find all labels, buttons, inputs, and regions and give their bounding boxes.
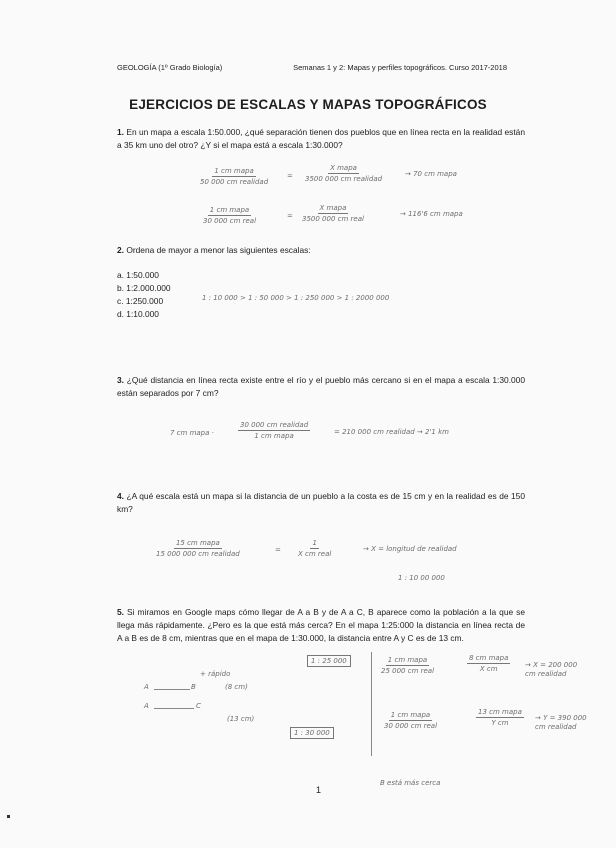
question-4 <box>117 490 525 516</box>
question-5-text: Si miramos en Google maps cómo llegar de A a B y de A a C, B aparece como la población a la que se llega más rápidamente. ¿Pero es la que está más cerca? En el mapa 1:25:000 la distancia en línea recta de A a B es de 8 cm, mientras que en el mapa de 1:30.000, la distancia entre A y C es de 13 cm. <box>117 607 526 643</box>
q2-option-c: c. 1:250.000 <box>117 296 164 306</box>
q3-left-term: 7 cm mapa · <box>170 429 214 437</box>
header-week: Semanas 1 y 2: Mapas y perfiles topográficos. Curso 2017-2018 <box>293 63 507 72</box>
q5-result-1: → X = 200 000 cm realidad <box>525 661 578 678</box>
q5-result-2: → Y = 390 000 cm realidad <box>535 714 587 731</box>
page-header <box>117 63 507 72</box>
q4-fraction-1: 15 cm mapa 15 000 000 cm realidad <box>156 539 240 558</box>
q5-fraction-1b: 8 cm mapa X cm <box>469 654 509 673</box>
question-5 <box>117 606 525 645</box>
q2-option-b: b. 1:2.000.000 <box>117 283 171 293</box>
q1-fraction-4: X mapa 3500 000 cm real <box>302 204 364 223</box>
q1-fraction-1: 1 cm mapa 50 000 cm realidad <box>200 167 269 186</box>
question-4-number: 4. <box>117 491 124 501</box>
question-4-text: ¿A qué escala está un mapa si la distancia de un pueblo a la costa es de 15 cm y en la realidad es de 150 km? <box>117 491 525 514</box>
q2-option-d: d. 1:10.000 <box>117 309 159 319</box>
scan-mark <box>7 815 10 818</box>
q5-distance-13: (13 cm) <box>227 715 255 723</box>
question-2-number: 2. <box>117 245 124 255</box>
q4-equals: = <box>275 546 281 554</box>
question-3-text: ¿Qué distancia en línea recta existe entre el río y el pueblo más cercano si en el mapa a escala 1:30.000 están separados por 7 cm? <box>117 375 525 398</box>
header-course: GEOLOGÍA (1º Grado Biología) <box>117 63 223 72</box>
q5-bracket <box>371 652 372 756</box>
q3-result: = 210 000 cm realidad → 2'1 km <box>334 428 449 436</box>
q5-faster-note: + rápido <box>200 670 231 678</box>
q5-fraction-1: 1 cm mapa 25 000 cm real <box>381 656 435 675</box>
q4-result: → X = longitud de realidad <box>363 545 457 553</box>
q4-scale: 1 : 10 00 000 <box>398 574 445 582</box>
question-2 <box>117 244 525 257</box>
q5-point-b: B <box>191 683 196 691</box>
q4-fraction-2: 1 X cm real <box>298 539 332 558</box>
q5-distance-8: (8 cm) <box>225 683 248 691</box>
q5-scale-box-1: 1 : 25 000 <box>307 655 351 667</box>
question-3 <box>117 374 525 400</box>
question-1-number: 1. <box>117 127 124 137</box>
q5-fraction-2: 1 cm mapa 30 000 cm real <box>384 711 438 730</box>
question-5-number: 5. <box>117 607 124 617</box>
q5-conclusion: B está más cerca <box>380 779 441 787</box>
q1-equals-2: = <box>287 212 293 220</box>
q1-result-1: → 70 cm mapa <box>405 170 457 178</box>
q5-point-c: C <box>196 702 201 710</box>
page-title: EJERCICIOS DE ESCALAS Y MAPAS TOPOGRÁFICOS <box>129 97 487 112</box>
question-2-text: Ordena de mayor a menor las siguientes escalas: <box>126 245 311 255</box>
page-number: 1 <box>316 785 322 795</box>
question-1 <box>117 126 525 152</box>
q1-fraction-3: 1 cm mapa 30 000 cm real <box>203 206 257 225</box>
q5-line-ac <box>154 708 194 709</box>
q5-point-a1: A <box>144 683 149 691</box>
q1-fraction-2: X mapa 3500 000 cm realidad <box>305 164 383 183</box>
q2-answer: 1 : 10 000 > 1 : 50 000 > 1 : 250 000 > 1 : 2000 000 <box>202 294 390 302</box>
q3-fraction: 30 000 cm realidad 1 cm mapa <box>240 421 309 440</box>
question-3-number: 3. <box>117 375 124 385</box>
q5-scale-box-2: 1 : 30 000 <box>290 727 334 739</box>
q1-equals-1: = <box>287 172 293 180</box>
q1-result-2: → 116'6 cm mapa <box>400 210 463 218</box>
question-1-text: En un mapa a escala 1:50.000, ¿qué separación tienen dos pueblos que en línea recta en la realidad están a 35 km uno del otro? ¿Y si el mapa está a escala 1:30.000? <box>117 127 525 150</box>
q2-option-a: a. 1:50.000 <box>117 270 159 280</box>
q5-line-ab <box>154 689 190 690</box>
q5-fraction-2b: 13 cm mapa Y cm <box>478 708 522 727</box>
q5-point-a2: A <box>144 702 149 710</box>
